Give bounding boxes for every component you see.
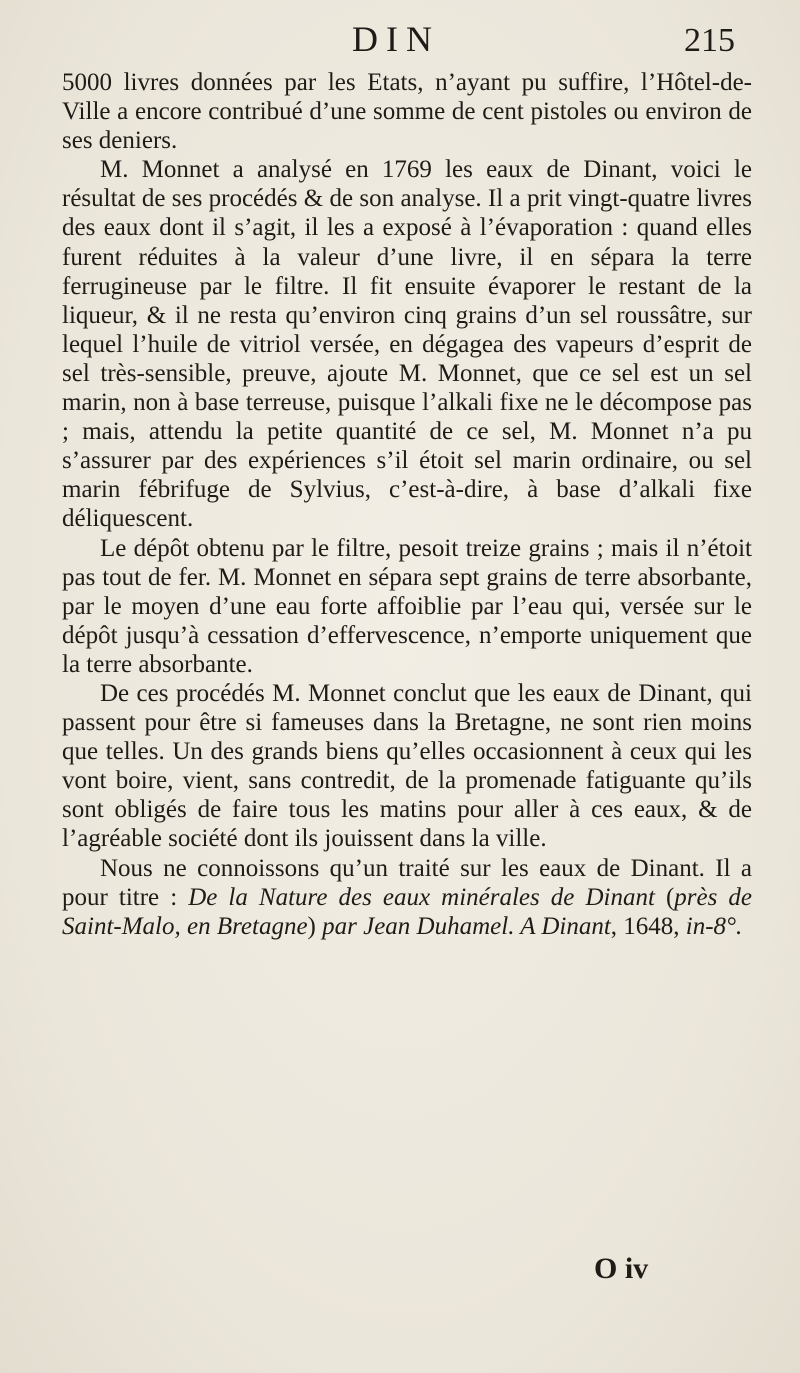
- paragraph-3: Le dépôt obtenu par le filtre, pesoit treize grains ; mais il n’étoit pas tout de fer. M. Monnet en sépara sept grains de terre absorbante, par le moyen d’une eau forte affoiblie par l’eau qui, versée sur le dépôt jusqu’à cessation d’effervescence, n’emporte uniquement que la terre absorbante.: [62, 534, 752, 678]
- treatise-place: près de Saint-Malo, en Bretagne: [62, 883, 753, 940]
- treatise-author: par Jean Duhamel. A Dinant: [322, 912, 611, 940]
- paragraph-5: [62, 854, 752, 941]
- paren-open: (: [654, 883, 675, 911]
- signature-mark: O iv: [594, 1252, 649, 1285]
- treatise-title: De la Nature des eaux minérales de Dinant: [188, 883, 655, 911]
- body-text: [62, 68, 752, 941]
- paragraph-2: M. Monnet a analysé en 1769 les eaux de Dinant, voici le résultat de ses procédés & de son analyse. Il a prit vingt-quatre livres des eaux dont il s’agit, il les a exposé à l’évaporation : quand elles furent réduites à la valeur d’une livre, il en sépara la terre ferrugineuse par le filtre. Il fit ensuite évaporer le restant de la liqueur, & il ne resta qu’environ cinq grains d’un sel roussâtre, sur lequel l’huile de vitriol versée, en dégagea des vapeurs d’esprit de sel très-sensible, preuve, ajoute M. Monnet, que ce sel est un sel marin, non à base terreuse, puisque l’alkali fixe ne le décompose pas ; mais, attendu la petite quantité de ce sel, M. Monnet n’a pu s’assurer par des expériences s’il étoit sel marin ordinaire, ou sel marin fébrifuge de Sylvius, c’est-à-dire, à base d’alkali fixe déliquescent.: [62, 156, 752, 533]
- paren-close: ): [307, 912, 323, 940]
- paragraph-4: De ces procédés M. Monnet conclut que les eaux de Dinant, qui passent pour être si fameuses dans la Bretagne, ne sont rien moins que telles. Un des grands biens qu’elles occasionnent à ceux qui les vont boire, vient, sans contredit, de la promenade fatiguante qu’ils sont obligés de faire tous les matins pour aller à ces eaux, & de l’agréable société dont ils jouissent dans la ville.: [62, 679, 752, 853]
- page-number: 215: [684, 22, 735, 59]
- page-header: [0, 14, 800, 66]
- paragraph-5-intro: Nous ne connoissons qu’un traité sur les eaux de Dinant. Il a pour titre :: [62, 854, 752, 911]
- treatise-year: , 1648,: [610, 912, 686, 940]
- running-head: DIN: [352, 19, 440, 59]
- paragraph-1: 5000 livres données par les Etats, n’ayant pu suffire, l’Hôtel-de-Ville a encore contribué d’une somme de cent pistoles ou environ de ses deniers.: [62, 69, 752, 155]
- treatise-format: in-8°.: [685, 912, 743, 940]
